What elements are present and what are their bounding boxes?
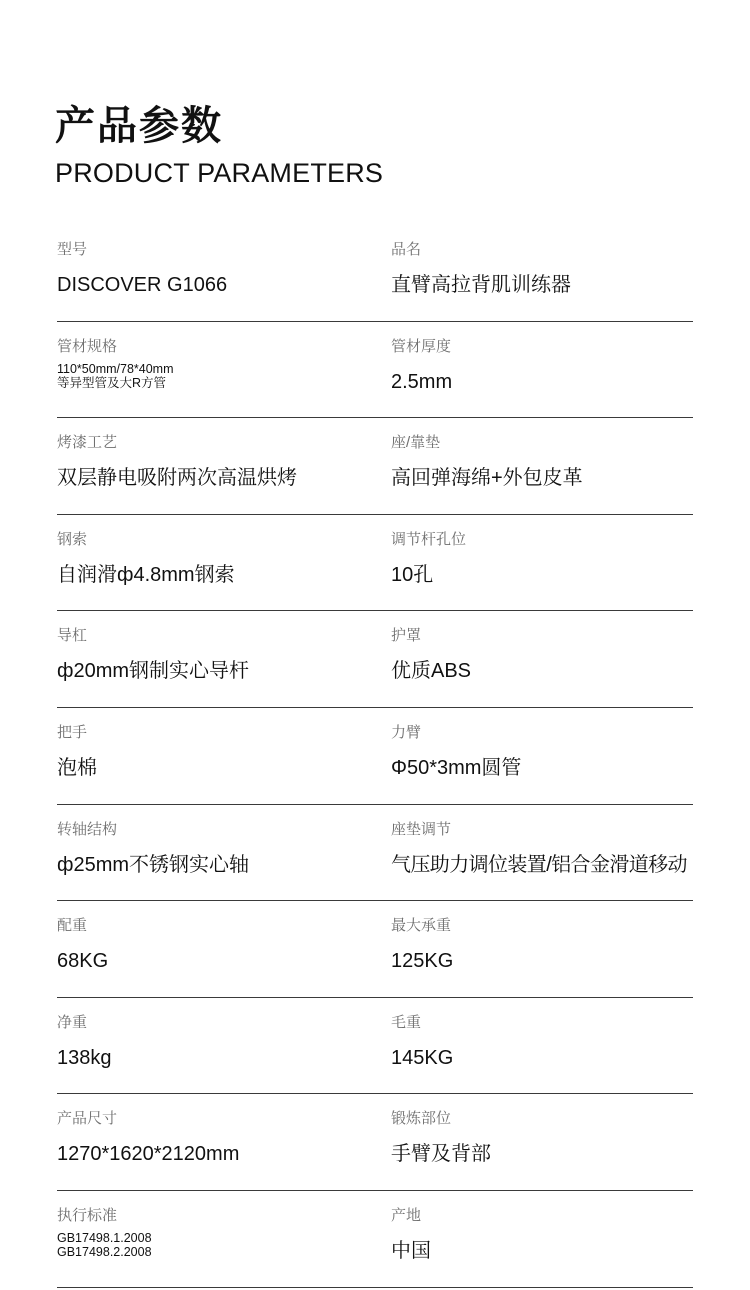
param-cell xyxy=(57,226,337,323)
param-cell xyxy=(391,1095,736,1192)
param-cell xyxy=(57,902,337,999)
param-cell xyxy=(57,612,337,709)
divider xyxy=(57,514,349,515)
param-value: 优质ABS xyxy=(391,660,472,683)
param-cell xyxy=(57,516,337,613)
param-value: 泡棉 xyxy=(57,756,97,779)
param-label: 产地 xyxy=(391,1206,422,1224)
divider xyxy=(349,804,693,805)
param-value: 双层静电吸附两次高温烘烤 xyxy=(57,467,297,490)
divider xyxy=(57,804,349,805)
param-cell xyxy=(391,1192,736,1289)
param-label: 执行标准 xyxy=(57,1206,118,1224)
param-cell xyxy=(391,323,736,420)
param-value: 气压助力调位装置/铝合金滑道移动 xyxy=(391,853,687,876)
param-cell xyxy=(57,419,337,516)
param-label: 钢索 xyxy=(57,530,88,548)
divider xyxy=(57,900,349,901)
param-value: 直臂高拉背肌训练器 xyxy=(391,274,571,296)
divider xyxy=(57,1190,349,1191)
divider xyxy=(349,514,693,515)
param-label: 型号 xyxy=(57,241,88,258)
divider xyxy=(57,417,349,418)
page-subtitle: PRODUCT PARAMETERS xyxy=(55,158,384,188)
page-title: 产品参数 xyxy=(55,103,223,149)
param-row xyxy=(0,902,750,999)
param-label: 毛重 xyxy=(391,1013,422,1031)
param-row xyxy=(0,1192,750,1289)
param-value: 手臂及背部 xyxy=(391,1143,491,1166)
param-cell xyxy=(57,709,337,806)
divider xyxy=(349,1093,693,1094)
parameter-table xyxy=(0,226,750,1289)
param-value: 中国 xyxy=(391,1239,431,1262)
param-label: 座垫调节 xyxy=(391,820,452,838)
param-label: 配重 xyxy=(57,917,88,935)
divider xyxy=(349,610,693,611)
param-value: Φ50*3mm圆管 xyxy=(391,756,522,779)
param-value: 自润滑ф4.8mm钢索 xyxy=(57,563,235,586)
param-label: 管材规格 xyxy=(57,337,118,355)
param-value: ф20mm钢制实心导杆 xyxy=(57,660,250,683)
param-cell xyxy=(391,902,736,999)
param-label: 护罩 xyxy=(391,627,422,645)
param-label: 最大承重 xyxy=(391,917,452,935)
param-value: 68KG xyxy=(57,950,109,973)
param-row xyxy=(0,323,750,420)
divider xyxy=(349,417,693,418)
param-cell xyxy=(57,1192,337,1289)
param-label: 烤漆工艺 xyxy=(57,434,118,452)
param-cell xyxy=(391,226,736,323)
param-cell xyxy=(391,516,736,613)
param-row xyxy=(0,999,750,1096)
param-label: 力臂 xyxy=(391,723,422,741)
divider xyxy=(57,997,349,998)
param-row xyxy=(0,806,750,903)
param-row xyxy=(0,419,750,516)
param-cell xyxy=(391,999,736,1096)
param-value: 110*50mm/78*40mm 等异型管及大R方管 xyxy=(57,361,174,390)
divider xyxy=(349,900,693,901)
param-label: 品名 xyxy=(391,241,422,258)
param-row xyxy=(0,226,750,323)
divider xyxy=(57,610,349,611)
param-value: GB17498.1.2008 GB17498.2.2008 xyxy=(57,1230,152,1259)
divider xyxy=(57,707,349,708)
param-cell xyxy=(57,1095,337,1192)
param-label: 把手 xyxy=(57,723,88,741)
param-value: 125KG xyxy=(391,950,454,973)
param-value: 138kg xyxy=(57,1046,112,1069)
param-label: 座/靠垫 xyxy=(391,434,441,452)
param-cell xyxy=(391,612,736,709)
param-cell xyxy=(391,419,736,516)
param-cell xyxy=(57,999,337,1096)
param-row xyxy=(0,612,750,709)
param-value: 145KG xyxy=(391,1046,454,1069)
param-cell xyxy=(391,806,736,903)
param-row xyxy=(0,709,750,806)
param-label: 产品尺寸 xyxy=(57,1110,118,1128)
param-label: 净重 xyxy=(57,1013,88,1031)
divider xyxy=(349,707,693,708)
divider xyxy=(57,1287,349,1288)
divider xyxy=(57,321,349,322)
divider xyxy=(349,1287,693,1288)
param-cell xyxy=(391,709,736,806)
param-label: 转轴结构 xyxy=(57,820,118,838)
param-label: 锻炼部位 xyxy=(391,1110,452,1128)
param-value: 高回弹海绵+外包皮革 xyxy=(391,467,583,490)
param-value: DISCOVER G1066 xyxy=(57,274,228,296)
param-value: 10孔 xyxy=(391,563,434,586)
param-value: 1270*1620*2120mm xyxy=(57,1143,240,1166)
param-row xyxy=(0,1095,750,1192)
param-label: 调节杆孔位 xyxy=(391,530,467,548)
param-value: 2.5mm xyxy=(391,370,453,393)
divider xyxy=(349,1190,693,1191)
param-cell xyxy=(57,806,337,903)
param-value: ф25mm不锈钢实心轴 xyxy=(57,853,250,876)
divider xyxy=(349,321,693,322)
divider xyxy=(349,997,693,998)
divider xyxy=(57,1093,349,1094)
param-cell xyxy=(57,323,337,420)
param-label: 管材厚度 xyxy=(391,337,452,355)
param-row xyxy=(0,516,750,613)
param-label: 导杠 xyxy=(57,627,88,645)
